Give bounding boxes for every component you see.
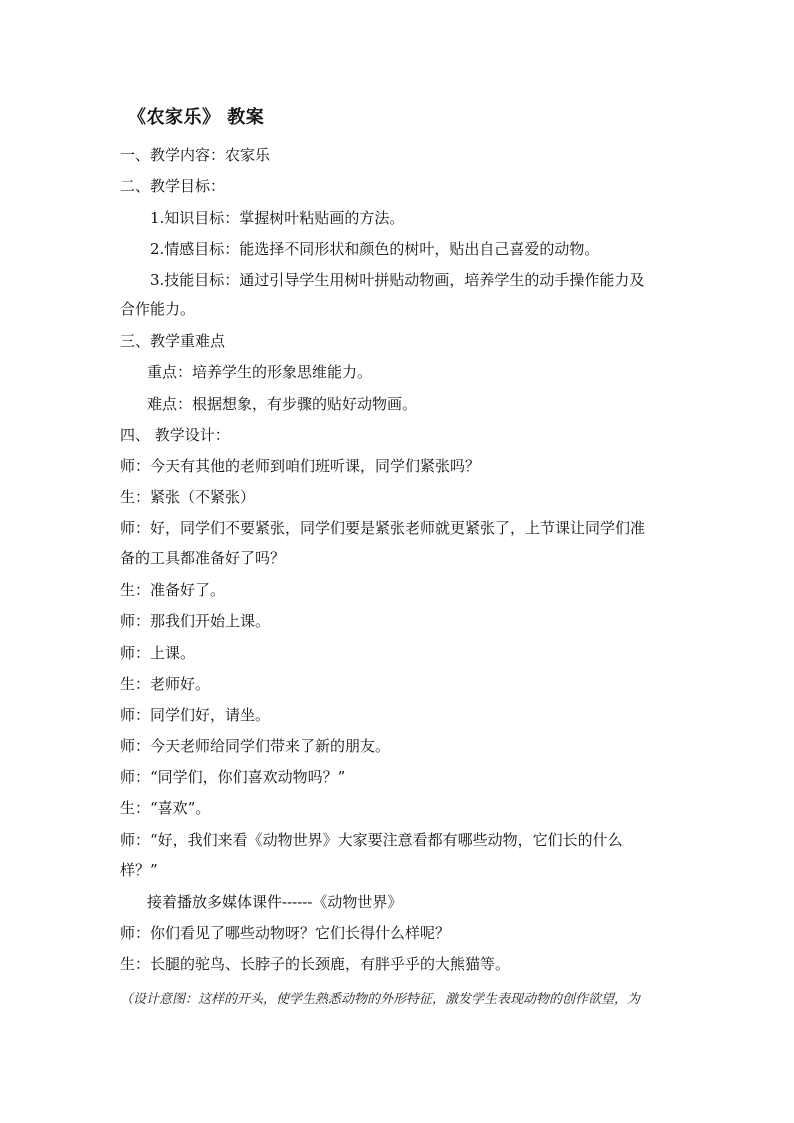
dialogue-line: 生：长腿的驼鸟、长脖子的长颈鹿，有胖乎乎的大熊猫等。 [120,955,511,973]
multimedia-instruction: 接着播放多媒体课件------《动物世界》 [147,893,403,911]
dialogue-line: 师：“同学们，你们喜欢动物吗？” [120,768,346,786]
dialogue-line: 师：你们看见了哪些动物呀？它们长得什么样呢？ [120,924,451,942]
dialogue-line: 师：同学们好，请坐。 [120,706,271,724]
document-title: 《农家乐》 教案 [128,107,265,128]
design-intent-note: （设计意图：这样的开头，使学生熟悉动物的外形特征，激发学生表现动物的创作欲望，为 [120,992,641,1007]
dialogue-line: 师：今天有其他的老师到咱们班听课，同学们紧张吗？ [120,457,481,475]
section-teaching-content: 一、教学内容：农家乐 [120,146,271,164]
goal-skill-continued: 合作能力。 [120,300,196,318]
dialogue-line: 师：“好，我们来看《动物世界》大家要注意看都有哪些动物，它们长的什么 [120,831,623,849]
dialogue-line: 师：今天老师给同学们带来了新的朋友。 [120,737,391,755]
goal-skill: 3.技能目标：通过引导学生用树叶拼贴动物画，培养学生的动手操作能力及 [150,271,645,289]
key-point: 重点：培养学生的形象思维能力。 [147,363,373,381]
dialogue-line: 师：那我们开始上课。 [120,612,271,630]
difficult-point: 难点：根据想象，有步骤的贴好动物画。 [147,395,418,413]
goal-knowledge: 1.知识目标：掌握树叶粘贴画的方法。 [150,209,405,227]
section-teaching-design: 四、 教学设计： [120,426,230,444]
dialogue-line: 师：好，同学们不要紧张，同学们要是紧张老师就更紧张了，上节课让同学们准 [120,519,646,537]
goal-emotion: 2.情感目标：能选择不同形状和颜色的树叶，贴出自己喜爱的动物。 [150,240,600,258]
dialogue-line: 生：老师好。 [120,675,211,693]
section-teaching-goals: 二、教学目标： [120,177,226,195]
dialogue-line: 生：“喜欢”。 [120,799,211,817]
dialogue-line: 师：上课。 [120,644,196,662]
dialogue-line-continued: 样？” [120,861,158,879]
section-key-points: 三、教学重难点 [120,332,226,350]
dialogue-line: 生：紧张（不紧张） [120,488,256,506]
dialogue-line-continued: 备的工具都准备好了吗？ [120,549,286,567]
dialogue-line: 生：准备好了。 [120,581,226,599]
